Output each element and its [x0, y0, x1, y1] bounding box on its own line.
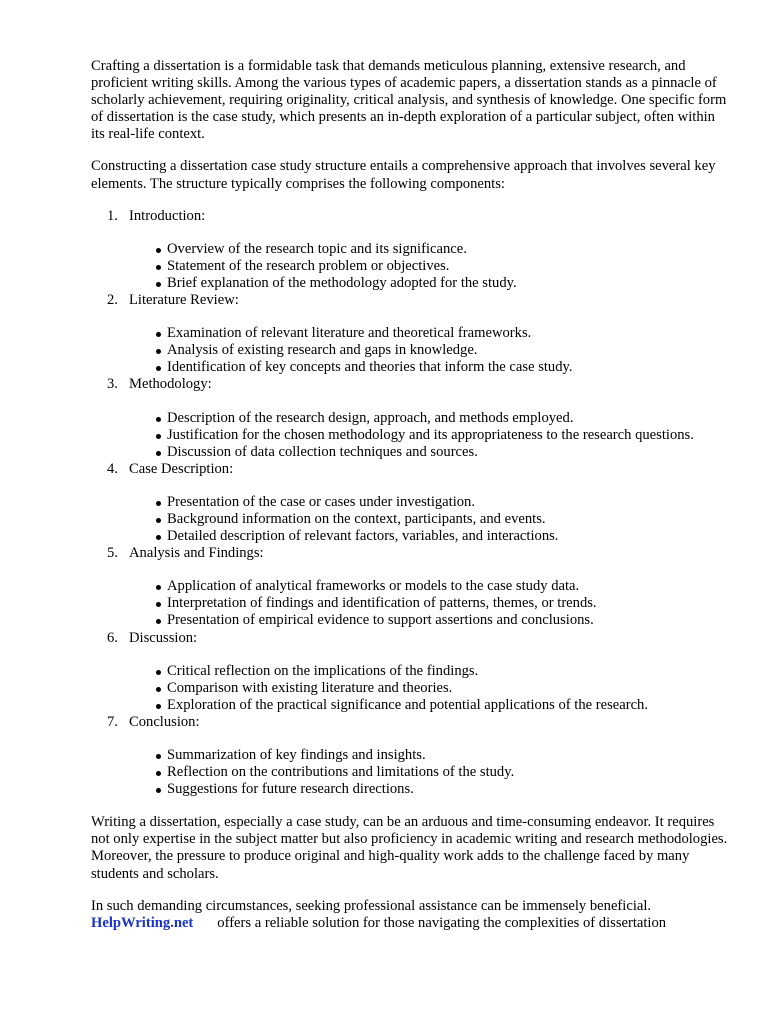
section-title: Literature Review: — [129, 292, 239, 309]
bullet-text: Interpretation of findings and identification of patterns, themes, or trends. — [167, 595, 597, 612]
outline-section — [91, 461, 731, 545]
bullet-item — [167, 764, 731, 781]
bullet-dot-icon — [156, 585, 161, 590]
outline-section — [91, 545, 731, 629]
bullet-item — [167, 494, 731, 511]
structure-outline-list — [91, 208, 731, 799]
bullet-text: Discussion of data collection techniques and sources. — [167, 443, 478, 460]
bullet-dot-icon — [156, 282, 161, 287]
section-bullet-list — [129, 747, 731, 798]
bullet-text: Background information on the context, participants, and events. — [167, 510, 546, 527]
bullet-dot-icon — [156, 501, 161, 506]
bullet-dot-icon — [156, 687, 161, 692]
section-number: 4. — [107, 460, 118, 477]
closing-paragraph-2 — [91, 898, 731, 932]
bullet-item — [167, 275, 731, 292]
bullet-text: Exploration of the practical significance and potential applications of the research. — [167, 696, 648, 713]
section-bullet-list — [129, 663, 731, 714]
bullet-dot-icon — [156, 771, 161, 776]
bullet-text: Comparison with existing literature and theories. — [167, 679, 453, 696]
bullet-item — [167, 359, 731, 376]
bullet-item — [167, 241, 731, 258]
bullet-dot-icon — [156, 265, 161, 270]
intro-paragraph-1: Crafting a dissertation is a formidable task that demands meticulous planning, extensive research, and proficient writing skills. Among the various types of academic papers, a dissertation stands as a pinnacle of scholarly achievement, requiring originality, critical analysis, and synthesis of knowledge. One specific form of dissertation is the case study, which presents an in-depth exploration of a particular subject, often within its real-life context. — [91, 58, 727, 143]
closing-paragraph-1: Writing a dissertation, especially a case study, can be an arduous and time-consuming endeavor. It requires not only expertise in the subject matter but also proficiency in academic writing and research methodologies. Moreover, the pressure to produce original and high-quality work adds to the challenge faced by many students and scholars. — [91, 814, 728, 882]
section-title: Analysis and Findings: — [129, 545, 264, 562]
bullet-dot-icon — [156, 704, 161, 709]
bullet-dot-icon — [156, 451, 161, 456]
bullet-item — [167, 427, 731, 444]
section-title: Conclusion: — [129, 713, 200, 730]
document-page — [91, 58, 731, 947]
outline-section — [91, 208, 731, 292]
bullet-item — [167, 697, 731, 714]
bullet-text: Justification for the chosen methodology and its appropriateness to the research questions. — [167, 426, 694, 443]
section-bullet-list — [129, 241, 731, 292]
bullet-dot-icon — [156, 349, 161, 354]
outline-section — [91, 714, 731, 798]
bullet-item — [167, 511, 731, 528]
bullet-dot-icon — [156, 788, 161, 793]
closing-paragraph-3-text: offers a reliable solution for those navigating the complexities of dissertation — [217, 914, 667, 931]
bullet-item — [167, 410, 731, 427]
section-title: Methodology: — [129, 376, 212, 393]
bullet-dot-icon — [156, 535, 161, 540]
bullet-text: Presentation of the case or cases under investigation. — [167, 493, 475, 510]
section-number: 2. — [107, 292, 118, 309]
bullet-item — [167, 680, 731, 697]
section-bullet-list — [129, 410, 731, 461]
bullet-dot-icon — [156, 754, 161, 759]
helpwriting-link[interactable]: HelpWriting.net — [91, 914, 194, 931]
bullet-item — [167, 528, 731, 545]
intro-paragraph-2: Constructing a dissertation case study structure entails a comprehensive approach that involves several key elements. The structure typically comprises the following components: — [91, 158, 716, 192]
bullet-dot-icon — [156, 670, 161, 675]
section-bullet-list — [129, 325, 731, 376]
section-number: 1. — [107, 207, 118, 224]
bullet-text: Brief explanation of the methodology adopted for the study. — [167, 274, 517, 291]
section-bullet-list — [129, 578, 731, 629]
bullet-dot-icon — [156, 619, 161, 624]
section-title: Case Description: — [129, 460, 234, 477]
bullet-item — [167, 342, 731, 359]
bullet-dot-icon — [156, 417, 161, 422]
outline-section — [91, 292, 731, 376]
bullet-text: Statement of the research problem or objectives. — [167, 257, 450, 274]
closing-paragraph-2-text: In such demanding circumstances, seeking professional assistance can be immensely beneficial. — [91, 897, 652, 914]
bullet-dot-icon — [156, 518, 161, 523]
section-number: 3. — [107, 376, 118, 393]
bullet-text: Presentation of empirical evidence to support assertions and conclusions. — [167, 612, 594, 629]
bullet-text: Detailed description of relevant factors, variables, and interactions. — [167, 528, 559, 545]
bullet-text: Analysis of existing research and gaps in knowledge. — [167, 342, 478, 359]
outline-section — [91, 630, 731, 714]
bullet-item — [167, 595, 731, 612]
bullet-dot-icon — [156, 366, 161, 371]
bullet-text: Application of analytical frameworks or models to the case study data. — [167, 578, 580, 595]
section-number: 6. — [107, 629, 118, 646]
bullet-text: Reflection on the contributions and limitations of the study. — [167, 764, 515, 781]
bullet-item — [167, 747, 731, 764]
bullet-text: Summarization of key findings and insights. — [167, 747, 426, 763]
outline-section — [91, 376, 731, 460]
section-bullet-list — [129, 494, 731, 545]
bullet-item — [167, 663, 731, 680]
section-number: 5. — [107, 545, 118, 562]
bullet-text: Description of the research design, approach, and methods employed. — [167, 409, 574, 426]
section-title: Discussion: — [129, 629, 198, 646]
section-title: Introduction: — [129, 207, 206, 224]
bullet-dot-icon — [156, 602, 161, 607]
bullet-text: Identification of key concepts and theories that inform the case study. — [167, 359, 573, 376]
bullet-item — [167, 325, 731, 342]
bullet-item — [167, 258, 731, 275]
bullet-text: Overview of the research topic and its significance. — [167, 240, 467, 257]
bullet-text: Examination of relevant literature and theoretical frameworks. — [167, 325, 532, 342]
bullet-dot-icon — [156, 332, 161, 337]
section-number: 7. — [107, 713, 118, 730]
bullet-text: Suggestions for future research directions. — [167, 781, 414, 798]
bullet-dot-icon — [156, 434, 161, 439]
bullet-item — [167, 612, 731, 629]
bullet-item — [167, 578, 731, 595]
bullet-item — [167, 444, 731, 461]
bullet-item — [167, 781, 731, 798]
bullet-text: Critical reflection on the implications of the findings. — [167, 662, 479, 679]
bullet-dot-icon — [156, 248, 161, 253]
